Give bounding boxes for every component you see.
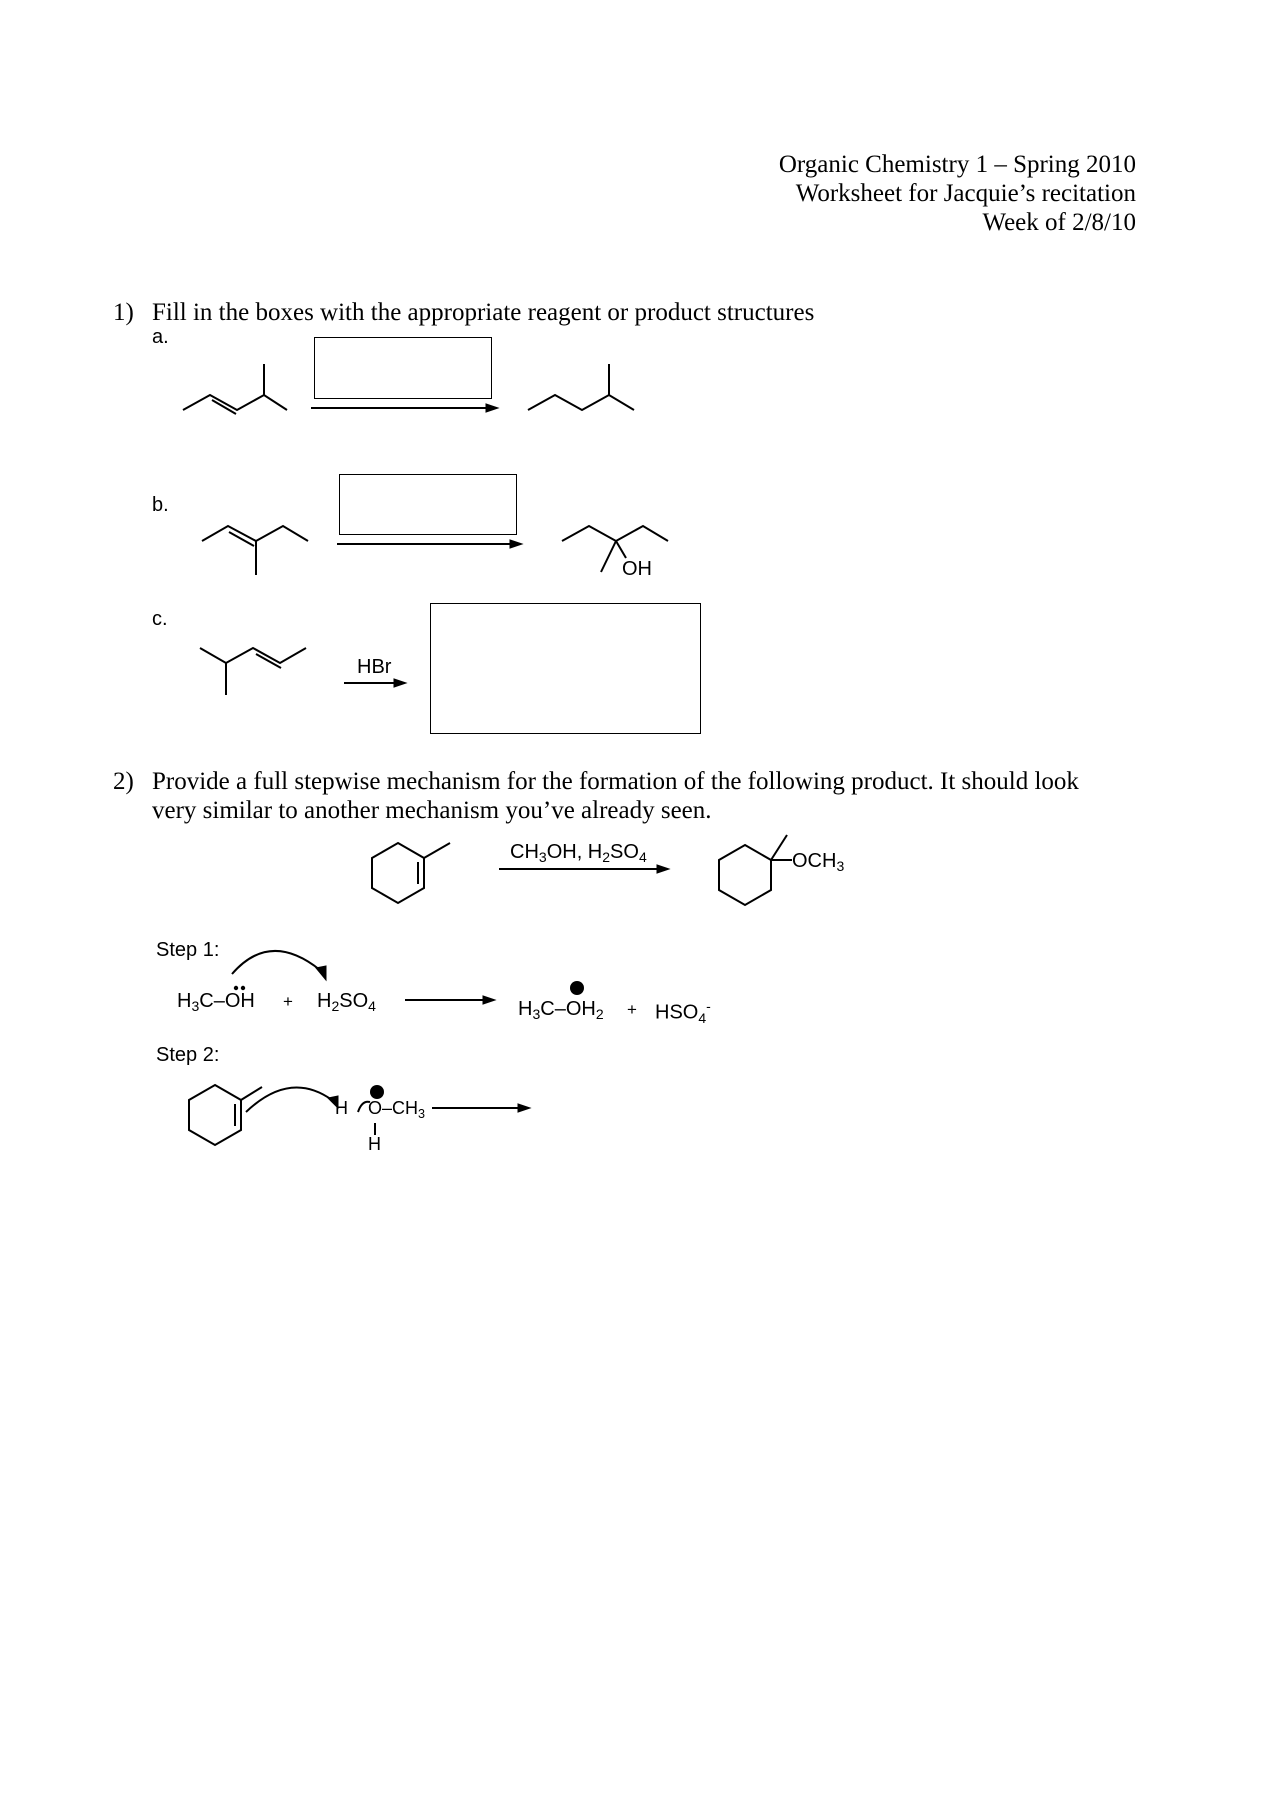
step1-bisulfate: $HSO_4^-$ [655, 998, 711, 1026]
step2-methyl: $-CH_3$ [382, 1098, 426, 1121]
step1-sulfuric-acid: $H_2SO_4$ [317, 990, 376, 1015]
step2-h-bottom: H [368, 1134, 381, 1154]
step2-h-left: H [335, 1098, 348, 1118]
week-label: Week of 2/8/10 [982, 209, 1136, 236]
step1-curved-arrow [232, 951, 326, 980]
q1-number: 1) [113, 299, 134, 326]
step2-oxygen: O [368, 1098, 383, 1118]
course-title: Organic Chemistry 1 – Spring 2010 [778, 151, 1136, 178]
q2-reactant-structure [372, 843, 450, 903]
q1b-arrow [337, 540, 522, 548]
step1-arrow [405, 996, 495, 1004]
step1-label: Step 1: [156, 939, 220, 961]
q2-text-line1: Provide a full stepwise mechanism for the formation of the following product. It should look [152, 768, 1079, 795]
q2-product-structure [719, 835, 792, 905]
step2-positive-charge [370, 1085, 384, 1099]
step2-label: Step 2: [156, 1044, 220, 1066]
step2-reactant-structure [189, 1085, 262, 1145]
q1-text: Fill in the boxes with the appropriate reagent or product structures [152, 299, 815, 326]
q2-text-line2: very similar to another mechanism you’ve already seen. [152, 797, 712, 824]
q1a-reactant-structure [183, 364, 287, 414]
q1b-product-structure [562, 526, 668, 572]
step1-methanol: $H_3C-OH$ [177, 990, 255, 1015]
q1c-reagent-label: HBr [357, 656, 392, 678]
step2-arrow [432, 1104, 530, 1112]
step1-plus-2: + [627, 1000, 637, 1019]
step1-plus-1: + [283, 992, 293, 1011]
q1-part-b-label: b. [152, 494, 169, 516]
q2-number: 2) [113, 768, 134, 795]
q2-arrow [499, 865, 669, 873]
q2-product-och3-label: $OCH_3$ [792, 850, 845, 875]
q1b-reactant-structure [202, 526, 308, 575]
q1b-oh-label: OH [622, 558, 652, 580]
q1c-reactant-structure [200, 648, 306, 695]
worksheet-title: Worksheet for Jacquie’s recitation [795, 180, 1136, 207]
step1-protonated-methanol: $H_3C-OH_2$ [518, 998, 604, 1023]
q1a-arrow [311, 404, 498, 412]
q2-reagent-label: $CH_3OH$, $H_2SO_4$ [510, 841, 647, 866]
step1-positive-charge [570, 981, 584, 995]
q1a-product-structure [528, 364, 634, 410]
q1c-arrow [344, 679, 406, 687]
q1-part-a-label: a. [152, 326, 169, 348]
q1-part-c-label: c. [152, 608, 168, 630]
step2-curved-arrow [246, 1088, 338, 1113]
